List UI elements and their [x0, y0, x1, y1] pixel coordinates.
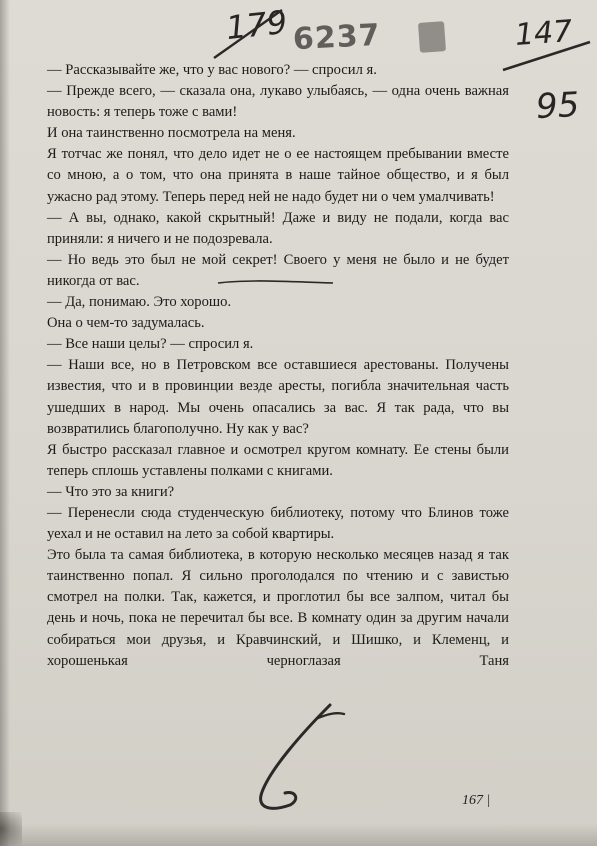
paragraph: И она таинственно посмотрела на меня.	[47, 125, 296, 142]
paragraph: Я быстро рассказал главное и осмотрел кругом комнату. Ее стены были теперь сплошь уставлены полками с книгами.	[47, 441, 509, 479]
corner-smudge	[0, 812, 22, 846]
strike-179	[214, 10, 282, 58]
paragraph: — Перенесли сюда студенческую библиотеку, потому что Блинов тоже уехал и не оставил на лето за собой квартиры.	[47, 504, 509, 543]
paragraph: Она о чем-то задумалась.	[47, 315, 205, 332]
paragraph: Я тотчас же понял, что дело идет не о ее настоящем пребывании вместе со мною, а о том, что она принята в наше тайное общество, и я был ужасно рад этому. Теперь перед ней не надо будет ни о чем умалчивать!	[47, 146, 509, 205]
paragraph: — А вы, однако, какой скрытный! Даже и виду не подали, когда вас приняли: я ничего и не подозревала.	[47, 209, 509, 247]
bottom-shadow	[0, 824, 597, 846]
handwritten-crossed-number: 179	[224, 2, 289, 48]
page-number: 167 |	[462, 793, 491, 808]
strike-147	[503, 42, 590, 70]
paragraph: — Рассказывайте же, что у вас нового? — спросил я.	[47, 62, 377, 78]
paragraph: Это была та самая библиотека, в которую несколько месяцев назад я так таинственно попал. Я сильно проголодался по чтению и с завистью смотрел на полки. Так, кажется, и проглотил бы все залпом, читал бы день и ночь, пока не перечитал бы все. В комнату один за другим начали собираться мои друзья, и Кравчинский, и Шишко, и Клеменц, и хорошенькая черноглазая Таня	[47, 547, 509, 669]
paragraph: — Все наши целы? — спросил я.	[47, 336, 254, 353]
page-body-text	[47, 60, 509, 672]
paragraph: — Что это за книги?	[47, 483, 175, 500]
paragraph: — Наши все, но в Петровском все оставшиеся арестованы. Получены известия, что и в провинции везде аресты, погибла значительная часть ушедших в народ. Мы очень опасались за вас. Я так рада, что вы возвратились благополучно. Ну как у вас?	[47, 357, 509, 437]
paragraph: — Прежде всего, — сказала она, лукаво улыбаясь, — одна очень важная новость: я теперь тоже с вами!	[47, 83, 509, 121]
handwritten-top-right: 95	[534, 84, 581, 128]
paragraph: — Да, понимаю. Это хорошо.	[47, 294, 232, 311]
inventory-stamp: 6237	[292, 17, 382, 58]
large-pen-stroke	[261, 705, 330, 808]
handwritten-top-right-crossed: 147	[513, 14, 574, 53]
paragraph: — Но ведь это был не мой секрет! Своего у меня не было и не будет никогда от вас.	[47, 251, 509, 289]
